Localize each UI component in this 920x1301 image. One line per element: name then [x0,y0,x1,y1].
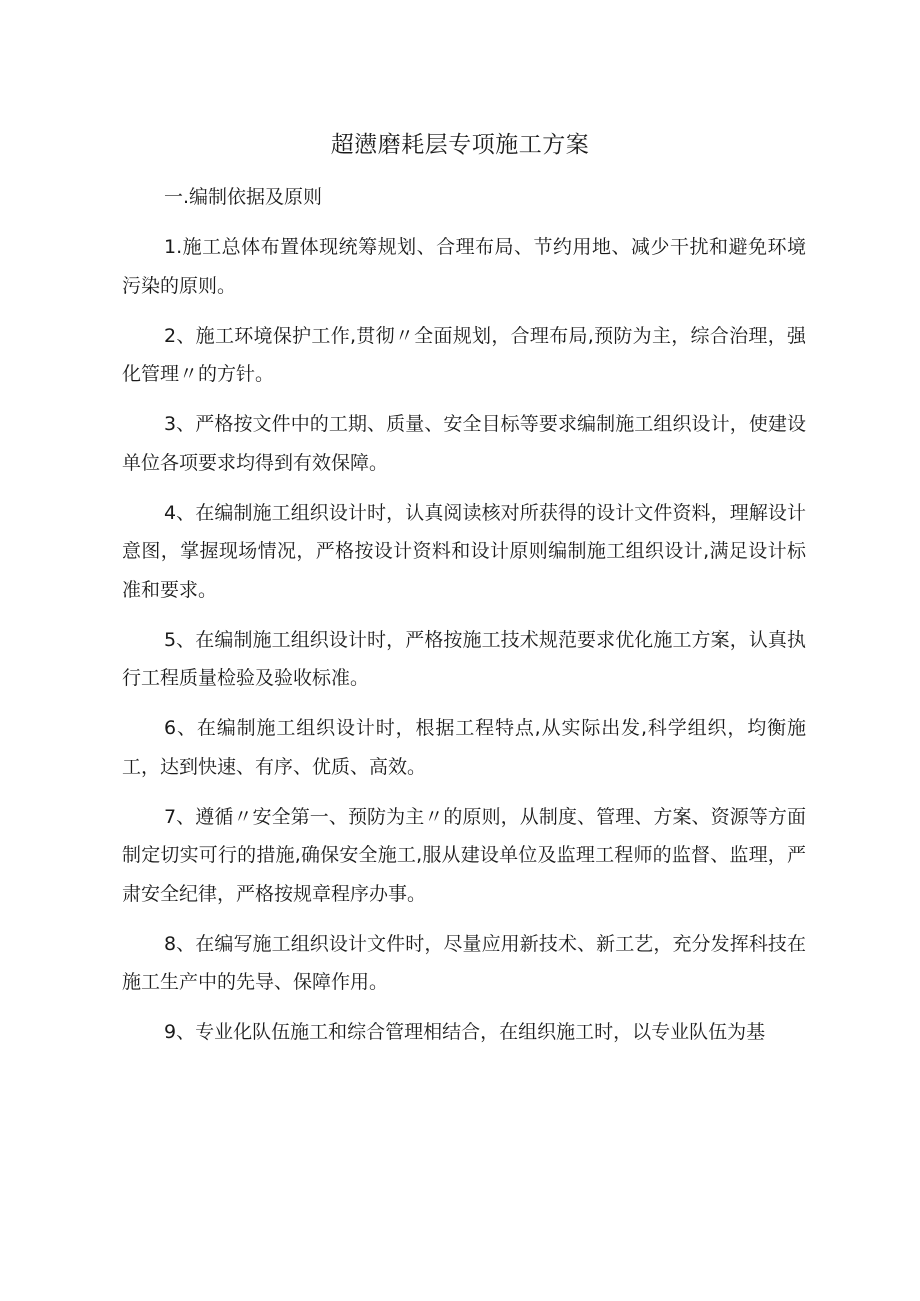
document-body [122,178,806,1063]
document-title: 超懑磨耗层专项施工方案 [330,132,590,158]
paragraph-5: 5、在编制施工组织设计时，严格按施工技术规范要求优化施工方案，认真执行工程质量检验及验收标准。 [122,628,806,689]
paragraph-3: 3、严格按文件中的工期、质量、安全目标等要求编制施工组织设计，使建设单位各项要求均得到有效保障。 [122,413,806,474]
section-heading: 一.编制依据及原则 [164,186,323,208]
paragraph-8: 8、在编写施工组织设计文件时，尽量应用新技术、新工艺，充分发挥科技在施工生产中的先导、保障作用。 [122,932,806,993]
paragraph-6: 6、在编制施工组织设计时，根据工程特点,从实际出发,科学组织，均衡施工，达到快速、有序、优质、高效。 [122,717,806,778]
paragraph-4: 4、在编制施工组织设计时，认真阅读核对所获得的设计文件资料，理解设计意图，掌握现场情况，严格按设计资料和设计原则编制施工组织设计,满足设计标准和要求。 [122,501,806,601]
paragraph-2: 2、施工环境保护工作,贯彻〃全面规划，合理布局,预防为主，综合治理，强化管理〃的方针。 [122,324,806,385]
paragraph-9: 9、专业化队伍施工和综合管理相结合，在组织施工时，以专业队伍为基 [164,1021,766,1043]
paragraph-7: 7、遵循〃安全第一、预防为主〃的原则，从制度、管理、方案、资源等方面制定切实可行的措施,确保安全施工,服从建设单位及监理工程师的监督、监理，严肃安全纪律，严格按规章程序办事。 [122,805,806,905]
paragraph-1: 1.施工总体布置体现统筹规划、合理布局、节约用地、减少干扰和避免环境污染的原则。 [122,236,806,297]
